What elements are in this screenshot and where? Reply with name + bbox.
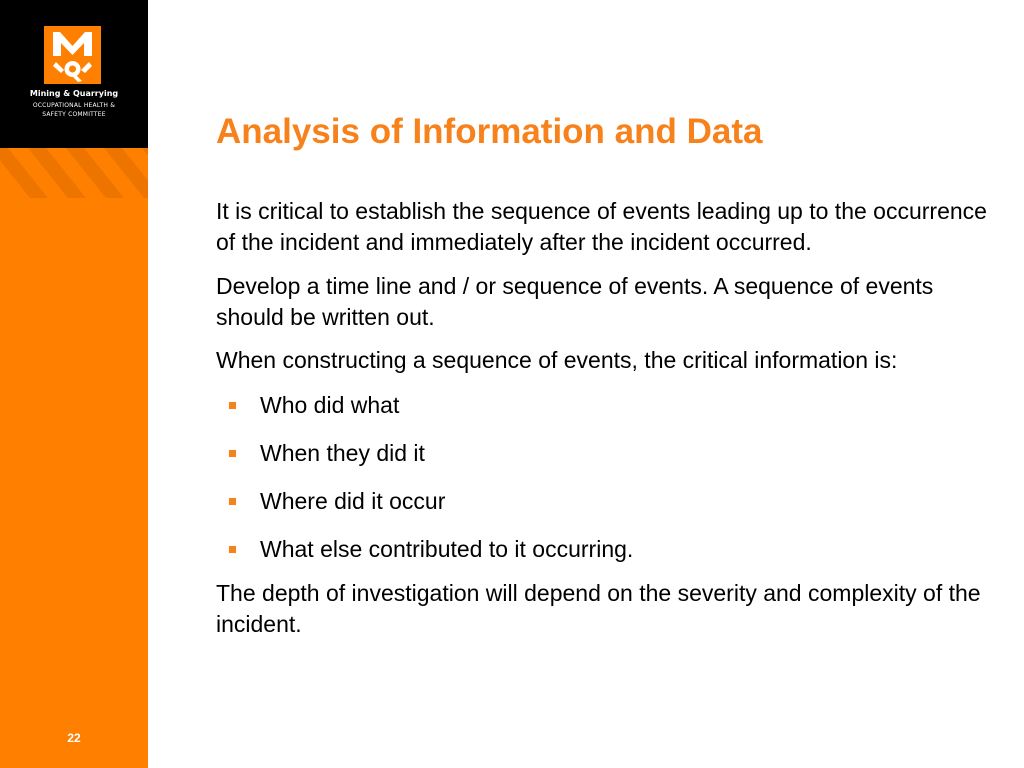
paragraph-depth: The depth of investigation will depend on the severity and complexity of the incident.	[216, 580, 981, 637]
logo-text-line1: Mining & Quarrying	[29, 89, 119, 98]
bullet-square-icon	[229, 450, 236, 457]
decorative-stripes	[0, 148, 148, 198]
page-number: 22	[67, 731, 81, 745]
paragraph-critical-info: When constructing a sequence of events, the critical information is:	[216, 347, 898, 373]
slide-body	[216, 196, 1006, 640]
bullet-text: When they did it	[260, 440, 425, 466]
logo-text-line2: OCCUPATIONAL HEALTH &	[32, 102, 116, 109]
bullet-list	[216, 390, 1006, 565]
bullet-square-icon	[229, 498, 236, 505]
bullet-text: Who did what	[260, 392, 400, 418]
bullet-square-icon	[229, 546, 236, 553]
mq-logo-icon	[44, 26, 101, 84]
bullet-square-icon	[229, 402, 236, 409]
logo	[0, 0, 148, 148]
list-item	[216, 486, 1006, 517]
logo-text-line3: SAFETY COMMITTEE	[42, 111, 106, 118]
paragraph-timeline: Develop a time line and / or sequence of events. A sequence of events should be written out.	[216, 273, 934, 330]
list-item	[216, 438, 1006, 469]
sidebar	[0, 0, 148, 768]
bullet-text: What else contributed to it occurring.	[260, 536, 634, 562]
slide-title: Analysis of Information and Data	[216, 112, 763, 151]
list-item	[216, 390, 1006, 421]
paragraph-sequence-intro: It is critical to establish the sequence of events leading up to the occurrence of the incident and immediately after the incident occurred.	[216, 198, 987, 255]
list-item	[216, 534, 1006, 565]
bullet-text: Where did it occur	[260, 488, 446, 514]
